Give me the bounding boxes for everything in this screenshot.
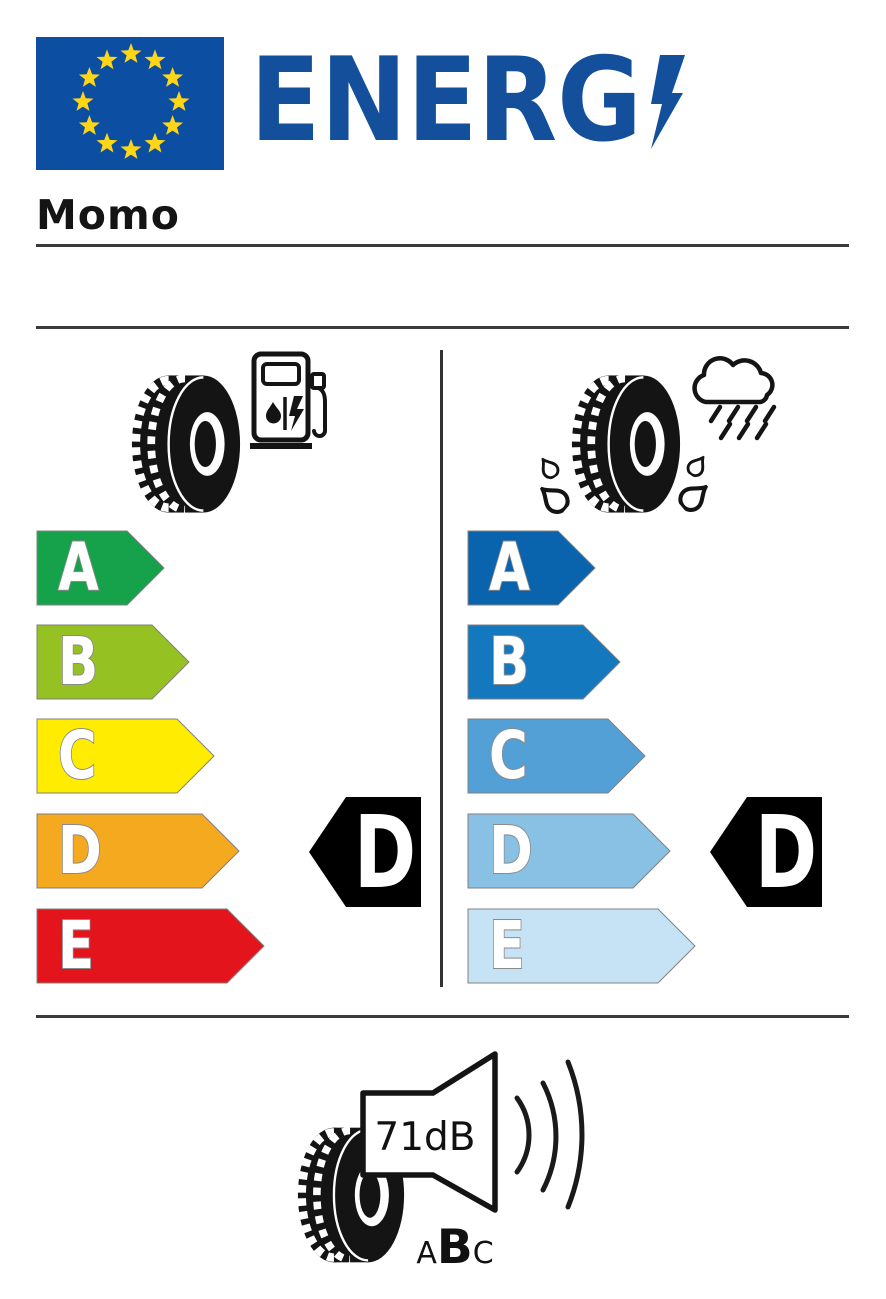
fuel-class-row-c xyxy=(36,718,216,794)
divider-line xyxy=(36,244,849,247)
class-letter: C xyxy=(489,718,528,794)
fuel-class-row-a xyxy=(36,530,166,606)
class-letter: D xyxy=(489,813,533,889)
fuel-class-row-b xyxy=(36,624,191,700)
sound-wave-icon xyxy=(517,1062,582,1207)
energ-logo-text: ENERG xyxy=(250,52,642,154)
wet-class-row-d xyxy=(467,813,672,889)
fuel-rating-indicator xyxy=(309,796,422,908)
class-letter: E xyxy=(489,908,526,984)
wet-class-row-c xyxy=(467,718,647,794)
fuel-pump-icon xyxy=(248,350,328,452)
eu-flag-icon xyxy=(36,37,224,170)
wet-grip-rating-letter: D xyxy=(754,796,818,908)
lightning-bolt-icon xyxy=(651,55,685,149)
wet-grip-rating-indicator xyxy=(710,796,823,908)
fuel-rating-letter: D xyxy=(353,796,417,908)
class-letter: B xyxy=(489,624,530,700)
column-divider xyxy=(440,350,443,987)
class-letter: A xyxy=(58,530,99,606)
noise-class-c: C xyxy=(472,1236,494,1271)
rain-cloud-icon xyxy=(686,350,780,442)
wet-tire-icon xyxy=(538,368,710,520)
class-letter: A xyxy=(489,530,530,606)
divider-line xyxy=(36,326,849,329)
class-letter: C xyxy=(58,718,97,794)
noise-class-a: A xyxy=(416,1236,437,1271)
rain-drops xyxy=(711,407,774,438)
wet-class-row-b xyxy=(467,624,622,700)
noise-speaker-icon xyxy=(352,1042,592,1222)
brand-name: Momo xyxy=(36,191,180,239)
wet-class-row-a xyxy=(467,530,597,606)
noise-rating-selected: B xyxy=(436,1220,473,1275)
noise-value: 71dB xyxy=(374,1115,476,1160)
energ-logo xyxy=(248,52,698,154)
class-letter: D xyxy=(58,813,102,889)
class-letter: B xyxy=(58,624,99,700)
divider-line xyxy=(36,1015,849,1018)
wet-class-row-e xyxy=(467,908,697,984)
noise-class-scale xyxy=(385,1220,525,1275)
tire-icon xyxy=(130,372,242,516)
class-letter: E xyxy=(58,908,95,984)
fuel-class-row-d xyxy=(36,813,241,889)
fuel-class-row-e xyxy=(36,908,266,984)
